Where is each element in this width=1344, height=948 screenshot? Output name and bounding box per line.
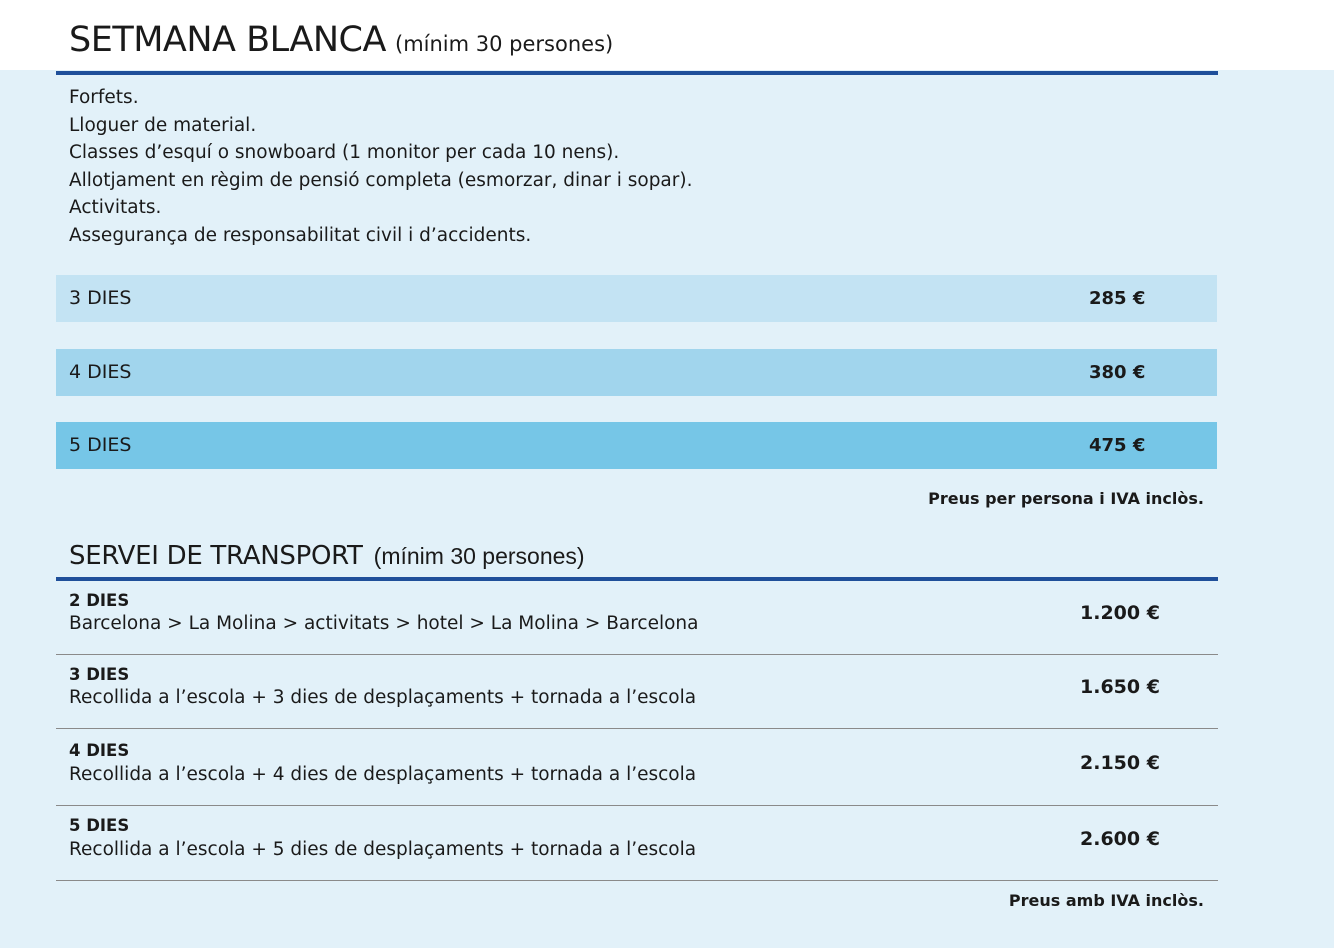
ski-week-title: SETMANA BLANCA bbox=[69, 20, 386, 60]
price-band-5-days bbox=[56, 422, 1217, 469]
transport-row-price: 2.150 € bbox=[1080, 752, 1160, 774]
price-band-4-days bbox=[56, 349, 1217, 396]
transport-row-price: 1.200 € bbox=[1080, 602, 1160, 624]
price-band-3-days bbox=[56, 275, 1217, 322]
includes-item: Assegurança de responsabilitat civil i d’accidents. bbox=[69, 224, 532, 246]
ski-week-heading bbox=[69, 20, 613, 60]
transport-subtitle: (mínim 30 persones) bbox=[373, 543, 585, 569]
price-band-label: 5 DIES bbox=[69, 434, 132, 456]
price-band-label: 4 DIES bbox=[69, 361, 132, 383]
transport-heading bbox=[69, 541, 585, 571]
transport-row-route: Recollida a l’escola + 3 dies de desplaçaments + tornada a l’escola bbox=[69, 687, 697, 708]
price-band-price: 380 € bbox=[1089, 362, 1146, 383]
transport-row-route: Barcelona > La Molina > activitats > hotel > La Molina > Barcelona bbox=[69, 613, 699, 634]
includes-item: Forfets. bbox=[69, 87, 139, 108]
transport-row bbox=[56, 655, 1218, 729]
transport-row-route: Recollida a l’escola + 5 dies de desplaçaments + tornada a l’escola bbox=[69, 839, 697, 860]
transport-row bbox=[56, 581, 1218, 655]
includes-item: Classes d’esquí o snowboard (1 monitor per cada 10 nens). bbox=[69, 142, 620, 163]
transport-row-days: 4 DIES bbox=[69, 741, 130, 760]
transport-row bbox=[56, 806, 1218, 881]
transport-row-days: 2 DIES bbox=[69, 591, 130, 610]
includes-item: Lloguer de material. bbox=[69, 114, 257, 136]
price-band-label: 3 DIES bbox=[69, 287, 132, 309]
transport-price-note: Preus amb IVA inclòs. bbox=[1008, 891, 1204, 910]
transport-row bbox=[56, 729, 1218, 806]
transport-row-days: 5 DIES bbox=[69, 816, 130, 835]
price-band-price: 285 € bbox=[1089, 288, 1146, 309]
includes-item: Allotjament en règim de pensió completa (esmorzar, dinar i sopar). bbox=[69, 169, 693, 191]
ski-week-price-note: Preus per persona i IVA inclòs. bbox=[928, 489, 1204, 508]
ski-week-title-rule bbox=[56, 71, 1218, 75]
transport-row-days: 3 DIES bbox=[69, 665, 130, 684]
transport-row-route: Recollida a l’escola + 4 dies de desplaçaments + tornada a l’escola bbox=[69, 764, 697, 785]
transport-row-price: 2.600 € bbox=[1080, 828, 1160, 850]
transport-row-price: 1.650 € bbox=[1080, 676, 1160, 698]
includes-item: Activitats. bbox=[69, 197, 162, 218]
price-band-price: 475 € bbox=[1089, 435, 1146, 456]
ski-week-includes-list bbox=[69, 84, 692, 249]
transport-title: SERVEI DE TRANSPORT bbox=[69, 541, 363, 571]
ski-week-subtitle: (mínim 30 persones) bbox=[395, 32, 614, 56]
